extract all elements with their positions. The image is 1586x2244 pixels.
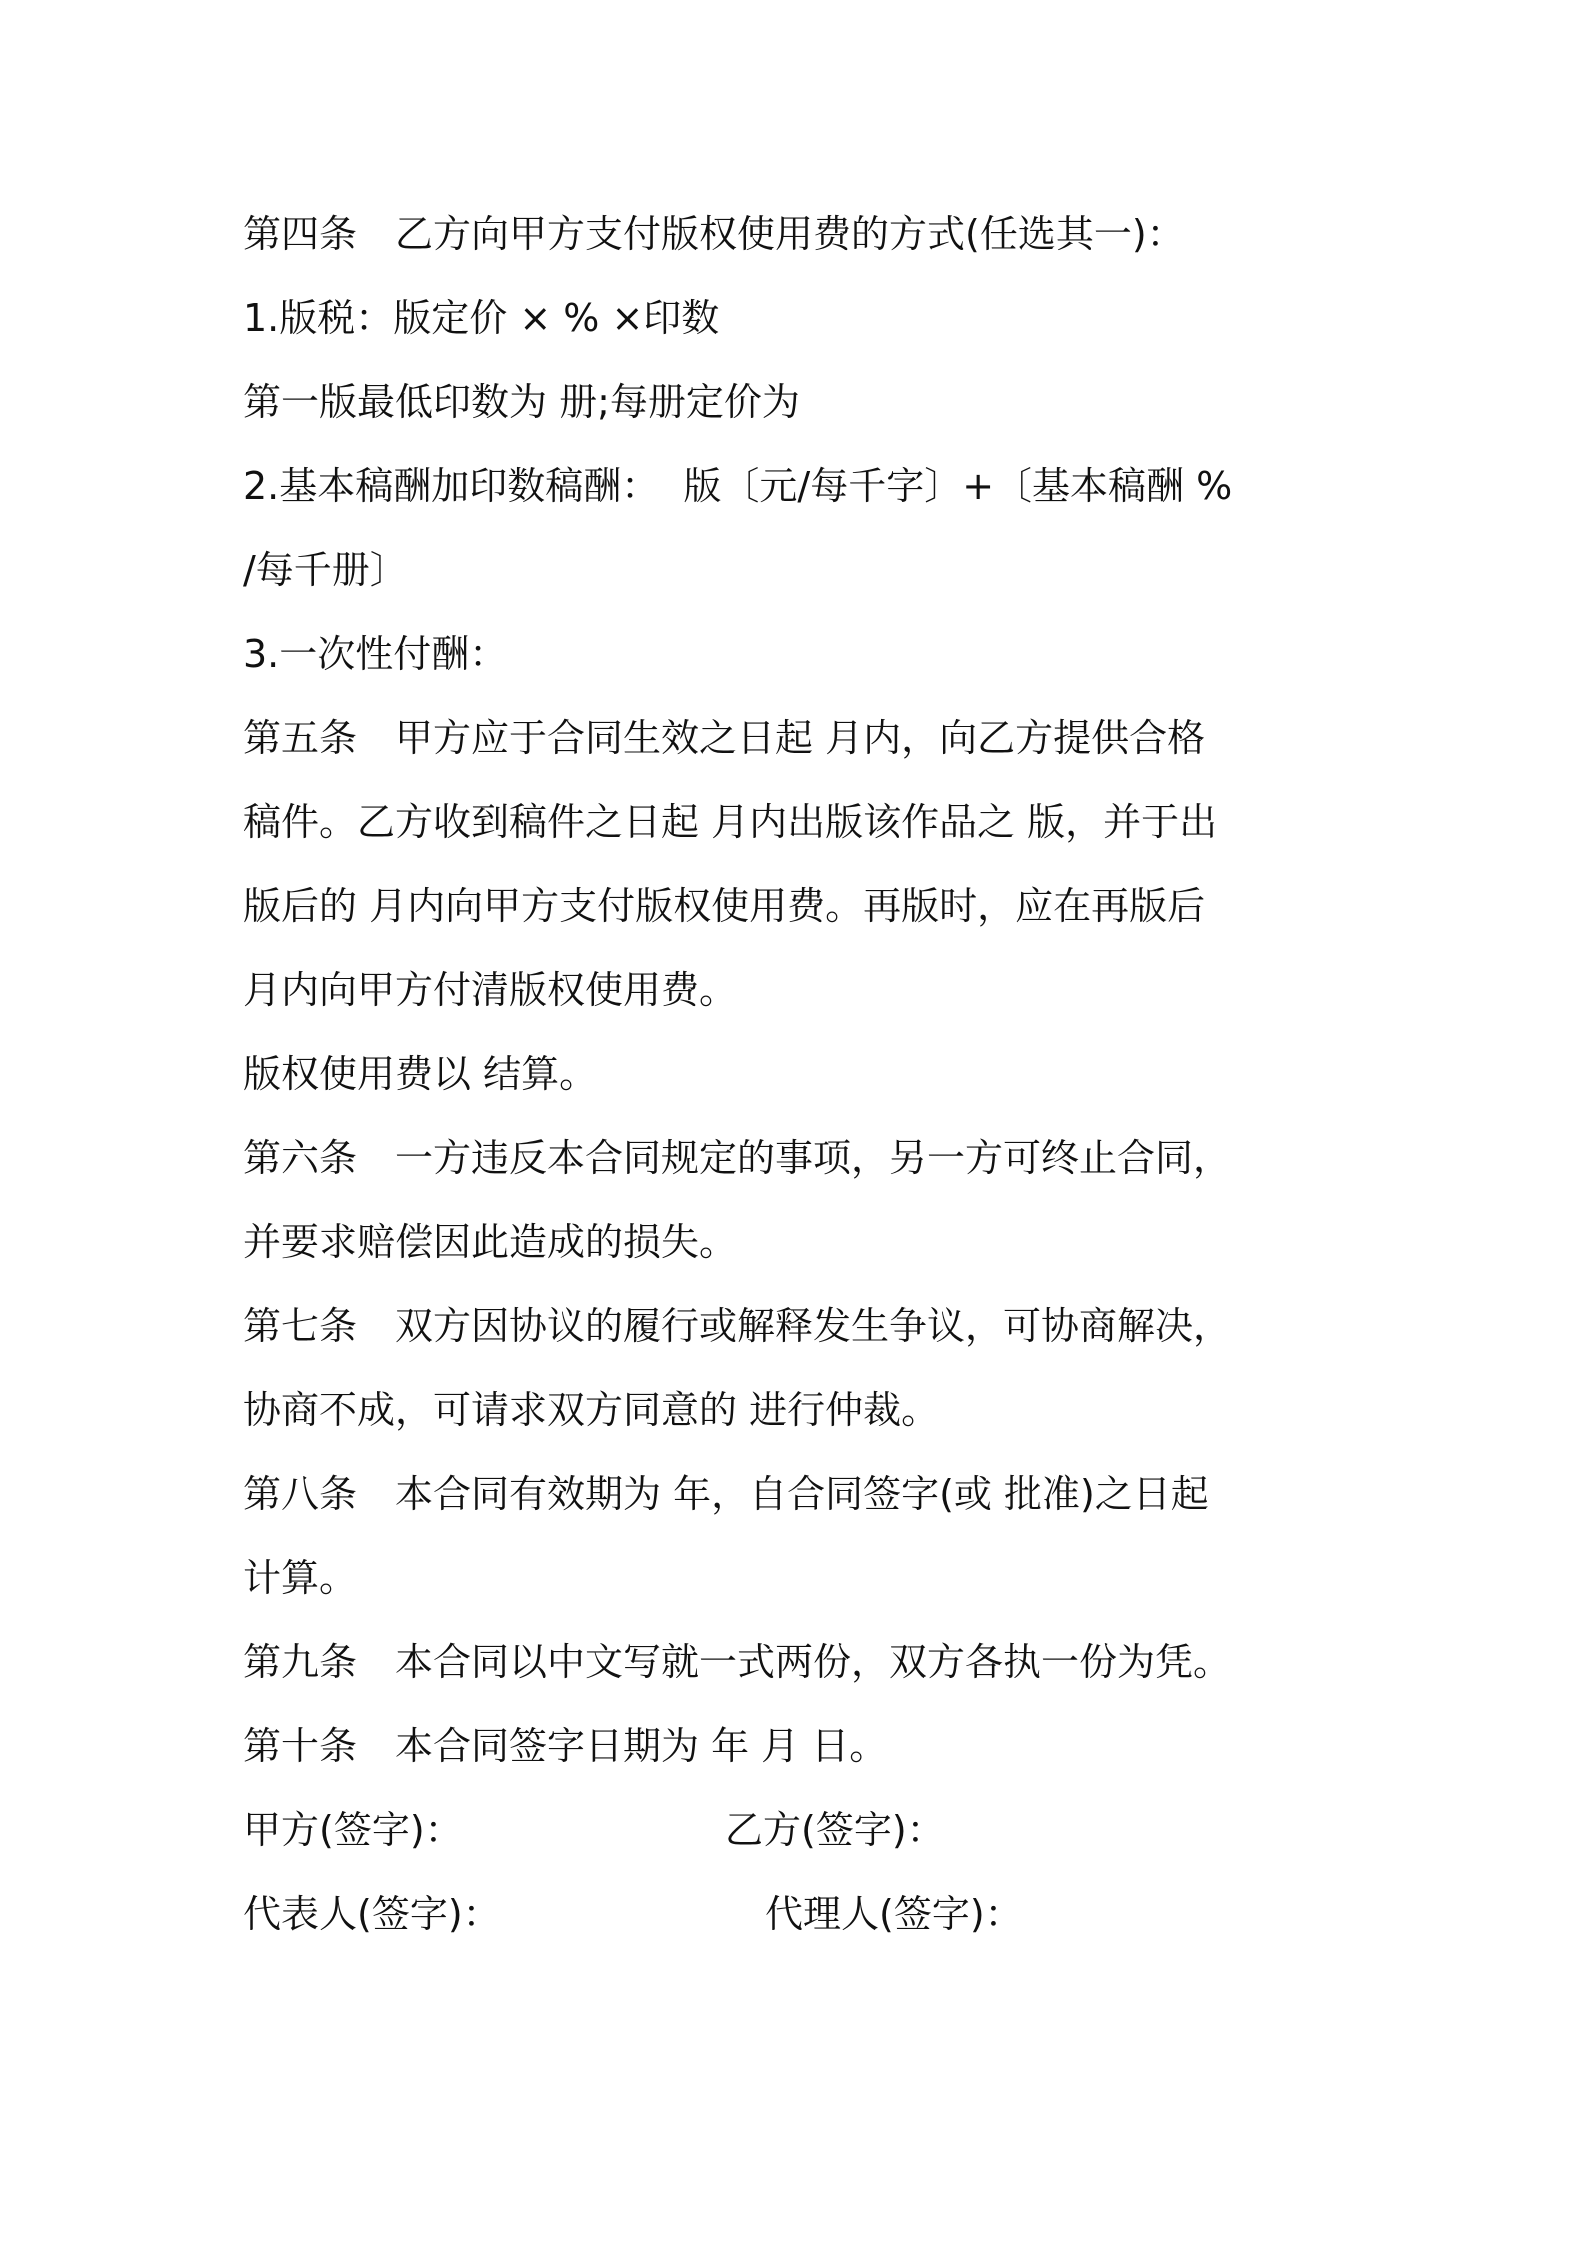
royalty-option-2: 2.基本稿酬加印数稿酬： 版〔元/每千字〕+〔基本稿酬 % [243,464,1233,508]
article-6-line-1: 第六条 一方违反本合同规定的事项，另一方可终止合同， [243,1136,1232,1180]
contract-body [243,192,1363,1956]
article-4-heading: 第四条 乙方向甲方支付版权使用费的方式(任选其一)： [243,212,1185,256]
party-a-signature-label: 甲方(签字)： [243,1808,463,1852]
article-5-line-1: 第五条 甲方应于合同生效之日起 月内，向乙方提供合格 [243,716,1206,760]
article-8-line-1: 第八条 本合同有效期为 年，自合同签字(或 批准)之日起 [243,1472,1209,1516]
first-edition-print-run: 第一版最低印数为 册;每册定价为 [243,380,800,424]
representative-signature-label: 代表人(签字)： [243,1892,501,1936]
signature-row-parties [243,1788,1363,1872]
article-5-line-3: 版后的 月内向甲方支付版权使用费。再版时，应在再版后 [243,884,1206,928]
article-6-line-2: 并要求赔偿因此造成的损失。 [243,1220,738,1264]
article-10: 第十条 本合同签字日期为 年 月 日。 [243,1724,888,1768]
royalty-option-2-continued: /每千册〕 [243,548,408,592]
royalty-option-1: 1.版税：版定价 × % ×印数 [243,296,720,340]
article-8-line-2: 计算。 [243,1556,358,1600]
royalty-option-3: 3.一次性付酬： [243,632,508,676]
article-7-line-1: 第七条 双方因协议的履行或解释发生争议，可协商解决， [243,1304,1232,1348]
settlement-method: 版权使用费以 结算。 [243,1052,598,1096]
article-7-line-2: 协商不成，可请求双方同意的 进行仲裁。 [243,1388,940,1432]
article-5-line-4: 月内向甲方付清版权使用费。 [243,968,738,1012]
party-b-signature-label: 乙方(签字)： [725,1808,945,1852]
article-9: 第九条 本合同以中文写就一式两份，双方各执一份为凭。 [243,1640,1232,1684]
signature-row-representatives [243,1872,1363,1956]
article-5-line-2: 稿件。乙方收到稿件之日起 月内出版该作品之 版，并于出 [243,800,1218,844]
agent-signature-label: 代理人(签字)： [765,1892,1023,1936]
